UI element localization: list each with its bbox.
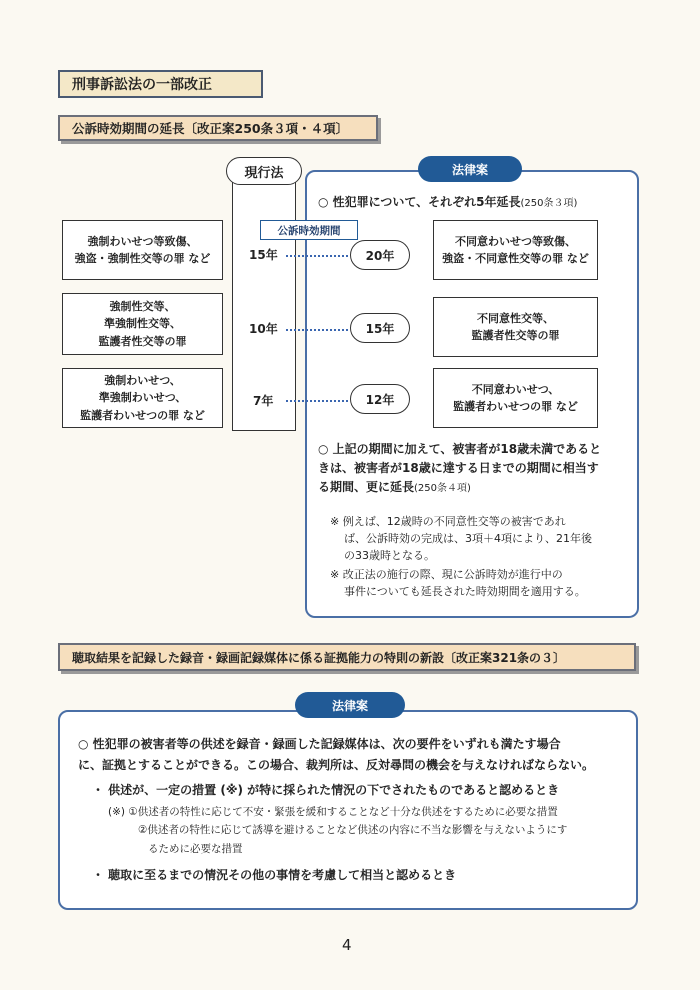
new-crime-3-line: 不同意わいせつ、 <box>471 382 560 396</box>
point2-line: きは、被害者が18歳に達する日までの期間に相当す <box>318 461 599 476</box>
section2-note-item1: ①供述者の特性に応じて不安・緊張を緩和することなど十分な供述をするために必要な措置 <box>128 806 558 818</box>
dotted-leader-2 <box>286 329 348 331</box>
section2-bill-label-text: 法律案 <box>331 698 368 713</box>
current-crime-3-line: 監護者わいせつの罪 など <box>80 408 205 422</box>
point1-ref: (250条３項) <box>520 198 578 209</box>
current-crime-1 <box>62 220 223 280</box>
note1-line: の33歳時となる。 <box>344 549 435 563</box>
section2-bill-label <box>295 692 405 718</box>
new-crime-1-line: 強盗・不同意性交等の罪 など <box>442 252 589 265</box>
new-crime-2-line: 監護者性交等の罪 <box>471 329 560 342</box>
section2-note-prefix: (※) <box>108 806 125 818</box>
new-years-3 <box>350 384 410 414</box>
new-years-1 <box>350 240 410 270</box>
period-label <box>260 220 358 240</box>
section1-title: 刑事訴訟法の一部改正 <box>72 77 212 93</box>
new-crime-3 <box>433 368 598 428</box>
point2 <box>318 440 636 498</box>
current-crime-2-line: 準強制性交等、 <box>104 317 181 331</box>
section2-title-box <box>58 643 636 671</box>
section1-subtitle-box <box>58 115 378 141</box>
section2-note-item2-line: ②供述者の特性に応じて誘導を避けることなど供述の内容に不当な影響を与えないようにす <box>138 824 568 837</box>
current-law-label-text: 現行法 <box>244 165 284 181</box>
new-years-2-text: 15年 <box>365 321 395 336</box>
new-crime-1-line: 不同意わいせつ等致傷、 <box>455 234 576 248</box>
section2-bullet1: ・ 供述が、一定の措置 (※) が特に採られた情況の下でされたものであると認めるとき <box>92 783 560 797</box>
current-crime-1-line: 強制わいせつ等致傷、 <box>87 234 198 248</box>
page-number: 4 <box>342 936 352 954</box>
new-years-1-text: 20年 <box>365 248 395 263</box>
current-crime-2-line: 強制性交等、 <box>109 300 176 314</box>
note1 <box>330 513 635 564</box>
note2 <box>330 566 635 600</box>
section2-note <box>108 803 638 858</box>
current-years-1: 15年 <box>249 248 278 262</box>
note1-line: ※ 例えば、12歳時の不同意性交等の被害であれ <box>330 515 566 528</box>
current-crime-3-line: 準強制わいせつ、 <box>98 391 187 405</box>
dotted-leader-1 <box>286 255 348 257</box>
current-years-3: 7年 <box>253 394 274 408</box>
bill-label <box>418 156 522 182</box>
section2-title: 聴取結果を記録した録音・録画記録媒体に係る証拠能力の特則の新設〔改正案321条の３〕 <box>72 650 566 665</box>
point2-line: ○ 上記の期間に加えて、被害者が18歳未満であると <box>318 442 602 456</box>
current-crime-1-line: 強盗・強制性交等の罪 など <box>74 252 211 265</box>
new-years-2 <box>350 313 410 343</box>
section2-para-line: ○ 性犯罪の被害者等の供述を録音・録画した記録媒体は、次の要件をいずれも満たす場合 <box>78 737 561 751</box>
point2-ref: (250条４項) <box>414 483 471 495</box>
current-crime-2 <box>62 293 223 355</box>
dotted-leader-3 <box>286 400 348 402</box>
note2-line: ※ 改正法の施行の際、現に公訴時効が進行中の <box>330 568 563 581</box>
point2-line: る期間、更に延長 <box>318 480 415 495</box>
period-label-text: 公訴時効期間 <box>277 224 341 237</box>
point1-main: ○ 性犯罪について、それぞれ5年延長 <box>318 195 521 209</box>
section2-para-line: に、証拠とすることができる。この場合、裁判所は、反対尋問の機会を与えなければならない。 <box>78 758 595 772</box>
bill-label-text: 法律案 <box>451 162 488 177</box>
new-crime-1 <box>433 220 598 280</box>
section2-note-item2-line: るために必要な措置 <box>148 842 243 855</box>
current-crime-2-line: 監護者性交等の罪 <box>98 334 187 348</box>
section2-bullet2: ・ 聴取に至るまでの情況その他の事情を考慮して相当と認めるとき <box>92 868 457 882</box>
current-law-label <box>226 157 302 185</box>
new-crime-2 <box>433 297 598 357</box>
current-crime-3 <box>62 368 223 428</box>
note1-line: ば、公訴時効の完成は、3項＋4項により、21年後 <box>344 532 592 546</box>
section1-subtitle: 公訴時効期間の延長〔改正案250条３項・４項〕 <box>72 121 349 136</box>
current-years-2: 10年 <box>249 322 278 336</box>
current-crime-3-line: 強制わいせつ、 <box>104 374 181 388</box>
section1-title-box <box>58 70 263 98</box>
note2-line: 事件についても延長された時効期間を適用する。 <box>344 585 586 599</box>
section2-paragraph <box>78 734 633 776</box>
new-crime-2-line: 不同意性交等、 <box>477 311 554 325</box>
new-years-3-text: 12年 <box>365 392 395 407</box>
point1 <box>318 193 577 212</box>
new-crime-3-line: 監護者わいせつの罪 など <box>453 400 578 413</box>
